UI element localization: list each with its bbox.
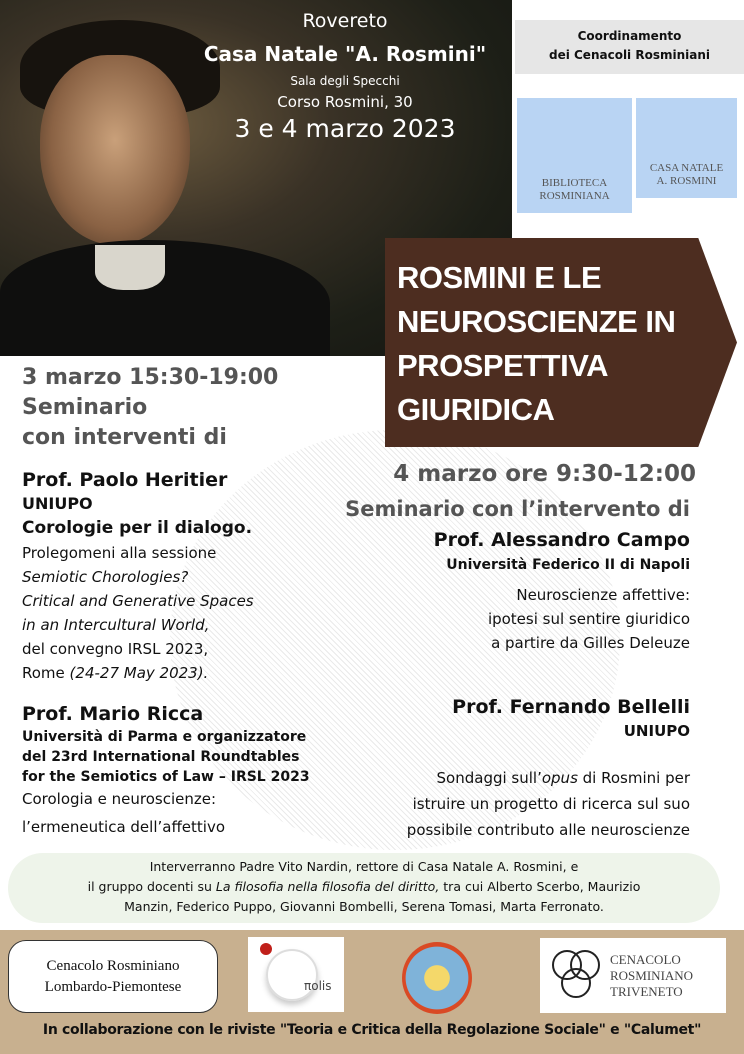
speaker-name: Prof. Fernando Bellelli (452, 696, 690, 718)
collaboration-text: In collaborazione con le riviste "Teoria e Critica della Regolazione Sociale" e "Calumet" (42, 1022, 702, 1038)
portrait-face (40, 55, 190, 245)
footer (0, 930, 744, 1054)
talk-desc: Rome (22, 664, 70, 682)
logo-text: BIBLIOTECA (541, 177, 608, 189)
casa-natale-logo (636, 98, 737, 198)
participants-note (8, 853, 720, 923)
talk-title: opus (541, 769, 578, 787)
logo-text: πolis (304, 979, 332, 993)
day1-speaker1 (22, 467, 254, 685)
day2-header (393, 459, 696, 489)
circle-icon (266, 949, 318, 1001)
talk-title: Sondaggi sull’ (436, 769, 542, 787)
speaker-affil: for the Semiotics of Law – IRSL 2023 (22, 769, 310, 785)
logo-text: ROSMINIANA (539, 190, 610, 202)
day2-time: 4 marzo ore 9:30-12:00 (393, 461, 696, 487)
title-line: GIURIDICA (397, 392, 555, 427)
talk-title: possibile contributo alle neuroscienze (406, 821, 690, 839)
city: Rovereto (302, 10, 388, 32)
portrait-collar (95, 245, 165, 290)
talk-desc: del convegno IRSL 2023, (22, 640, 209, 658)
red-dot-icon (260, 943, 272, 955)
logo-text: Cenacolo Rosminiano (46, 958, 180, 974)
speaker-affil: UNIUPO (22, 494, 93, 513)
speaker-affil: Università Federico II di Napoli (446, 557, 690, 573)
speaker-affil: del 23rd International Roundtables (22, 749, 300, 765)
day2-kind: Seminario con l’intervento di (345, 497, 690, 521)
logo-text: Lombardo-Piemontese (44, 979, 182, 995)
note-line: tra cui Alberto Scerbo, Maurizio (439, 879, 641, 894)
dates: 3 e 4 marzo 2023 (234, 114, 456, 143)
talk-title: Neuroscienze affettive: (516, 586, 690, 604)
triveneto-text (610, 952, 693, 1000)
title-line: NEUROSCIENZE IN (397, 304, 676, 339)
speaker-affil: UNIUPO (623, 722, 690, 740)
note-line: il gruppo docenti su (87, 879, 216, 894)
biblioteca-logo (517, 98, 632, 213)
talk-title: l’ermeneutica dell’affettivo (22, 818, 225, 836)
talk-desc: in an Intercultural World, (22, 616, 210, 634)
note-line: Manzin, Federico Puppo, Giovanni Bombelli, Serena Tomasi, Marta Ferronato. (124, 899, 604, 914)
logo-text: CASA NATALE (649, 162, 724, 174)
note-line: Interverranno Padre Vito Nardin, rettore di Casa Natale A. Rosmini, e (149, 859, 579, 874)
day2-kind-wrap (345, 494, 690, 524)
day1-kind: Seminario (22, 395, 148, 420)
day2-speaker2-talk (407, 765, 690, 843)
talk-desc: Semiotic Chorologies? (22, 568, 189, 586)
talk-title: ipotesi sul sentire giuridico (487, 610, 690, 628)
venue: Casa Natale "A. Rosmini" (203, 42, 487, 66)
speaker-name: Prof. Paolo Heritier (22, 469, 228, 491)
coordination-line: Coordinamento (577, 29, 682, 43)
day1-time: 3 marzo 15:30-19:00 (22, 365, 279, 390)
event-title (397, 256, 675, 432)
logo-text: TRIVENETO (610, 984, 683, 999)
portrait-coat (0, 240, 330, 356)
logo-text: CENACOLO (610, 952, 681, 967)
talk-title: di Rosmini per (577, 769, 690, 787)
logo-text: A. ROSMINI (656, 175, 717, 187)
address: Corso Rosmini, 30 (277, 93, 413, 111)
speaker-name: Prof. Mario Ricca (22, 703, 204, 725)
talk-desc: Critical and Generative Spaces (22, 592, 254, 610)
speaker-name: Prof. Alessandro Campo (433, 529, 690, 551)
title-line: ROSMINI E LE (397, 260, 602, 295)
polis-logo (248, 937, 344, 1012)
talk-title: a partire da Gilles Deleuze (491, 634, 690, 652)
day2-speaker2 (452, 694, 690, 742)
talk-desc: Prolegomeni alla sessione (22, 544, 217, 562)
day1-header (22, 363, 278, 453)
cenacolo-er-seal (402, 942, 472, 1014)
day1-sub: con interventi di (22, 425, 227, 450)
title-line: PROSPETTIVA (397, 348, 608, 383)
talk-desc: (24-27 May 2023). (69, 664, 209, 682)
logo-text: ROSMINIANO (610, 968, 694, 983)
cenacolo-lp-logo (8, 940, 218, 1013)
talk-title: istruire un progetto di ricerca sul suo (412, 795, 690, 813)
speaker-affil: Università di Parma e organizzatore (22, 729, 307, 745)
coordination-box (515, 20, 744, 74)
note-line: La filosofia nella filosofia del diritto, (215, 879, 440, 894)
coordination-line: dei Cenacoli Rosminiani (548, 48, 711, 62)
room: Sala degli Specchi (290, 74, 400, 88)
talk-title: Corologia e neuroscienze: (22, 790, 217, 808)
day2-speaker1 (434, 527, 690, 655)
day1-speaker2 (22, 701, 310, 839)
talk-title: Corologie per il dialogo. (22, 518, 253, 538)
triveneto-logo (540, 938, 726, 1013)
